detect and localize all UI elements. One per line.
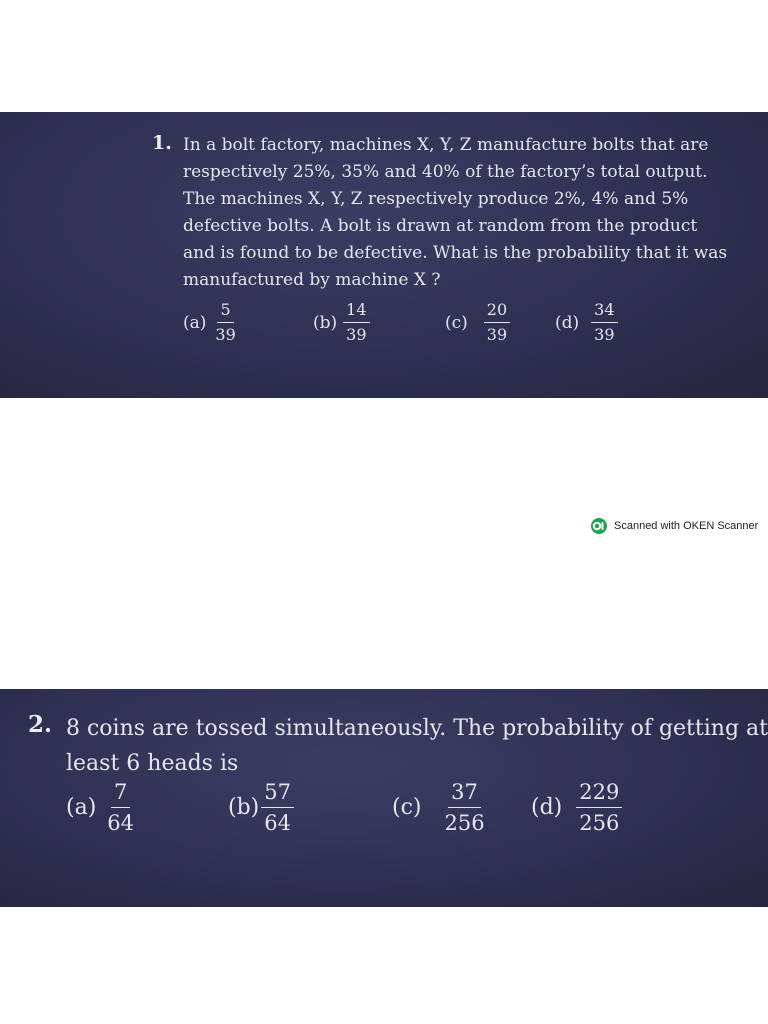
fraction-denominator: 64: [264, 811, 291, 835]
fraction-denominator: 39: [346, 325, 367, 344]
option-label: (a): [183, 312, 207, 333]
fraction-denominator: 256: [444, 811, 485, 835]
oken-scanner-logo-icon: [590, 517, 608, 535]
option-label: (a): [66, 795, 97, 820]
question-2-option-d: [531, 779, 622, 836]
question-2-line: least 6 heads is: [66, 751, 239, 776]
fraction-numerator: 37: [448, 779, 481, 808]
question-1-line: respectively 25%, 35% and 40% of the factory’s total output.: [183, 162, 708, 182]
question-1-option-a: [183, 300, 239, 345]
scanner-watermark: [590, 517, 758, 535]
question-1-panel: [0, 112, 768, 398]
question-1-line: defective bolts. A bolt is drawn at random from the product: [183, 216, 698, 236]
fraction: [576, 779, 622, 836]
fraction-denominator: 39: [215, 325, 236, 344]
option-label: (c): [392, 795, 422, 820]
fraction: [261, 779, 294, 836]
question-1-line: manufactured by machine X ?: [183, 270, 441, 290]
fraction-denominator: 64: [107, 811, 135, 835]
question-2-option-b: [228, 779, 294, 836]
question-1-line: The machines X, Y, Z respectively produce 2%, 4% and 5%: [183, 189, 689, 209]
option-label: (b): [228, 795, 260, 820]
fraction-numerator: 14: [343, 300, 369, 323]
fraction: [343, 300, 369, 345]
fraction-numerator: 34: [591, 300, 617, 323]
option-label: (d): [531, 795, 563, 820]
option-label: (b): [313, 312, 338, 333]
question-1-text: [183, 132, 727, 294]
option-label: (c): [445, 312, 468, 333]
fraction: [104, 779, 137, 836]
fraction-denominator: 256: [579, 811, 620, 835]
question-1-line: In a bolt factory, machines X, Y, Z manufacture bolts that are: [183, 135, 709, 155]
question-1-option-c: [445, 300, 510, 345]
question-1-line: and is found to be defective. What is the probability that it was: [183, 243, 728, 263]
fraction-numerator: 5: [217, 300, 233, 323]
question-2-number: 2.: [28, 711, 53, 738]
fraction: [442, 779, 488, 836]
question-2-option-c: [392, 779, 488, 836]
scanner-text: Scanned with OKEN Scanner: [614, 520, 759, 532]
question-1-option-b: [313, 300, 370, 345]
fraction-numerator: 229: [576, 779, 622, 808]
question-1-number: 1.: [152, 132, 172, 154]
option-label: (d): [555, 312, 580, 333]
fraction-numerator: 7: [111, 779, 130, 808]
fraction: [591, 300, 617, 345]
question-2-text: [66, 711, 768, 781]
fraction-numerator: 20: [484, 300, 510, 323]
question-2-option-a: [66, 779, 137, 836]
question-2-line: 8 coins are tossed simultaneously. The probability of getting at: [66, 716, 768, 741]
fraction-denominator: 39: [594, 325, 615, 344]
fraction: [484, 300, 510, 345]
question-1-option-d: [555, 300, 618, 345]
question-2-panel: [0, 689, 768, 907]
fraction-numerator: 57: [261, 779, 294, 808]
fraction-denominator: 39: [486, 325, 508, 344]
fraction: [212, 300, 238, 345]
